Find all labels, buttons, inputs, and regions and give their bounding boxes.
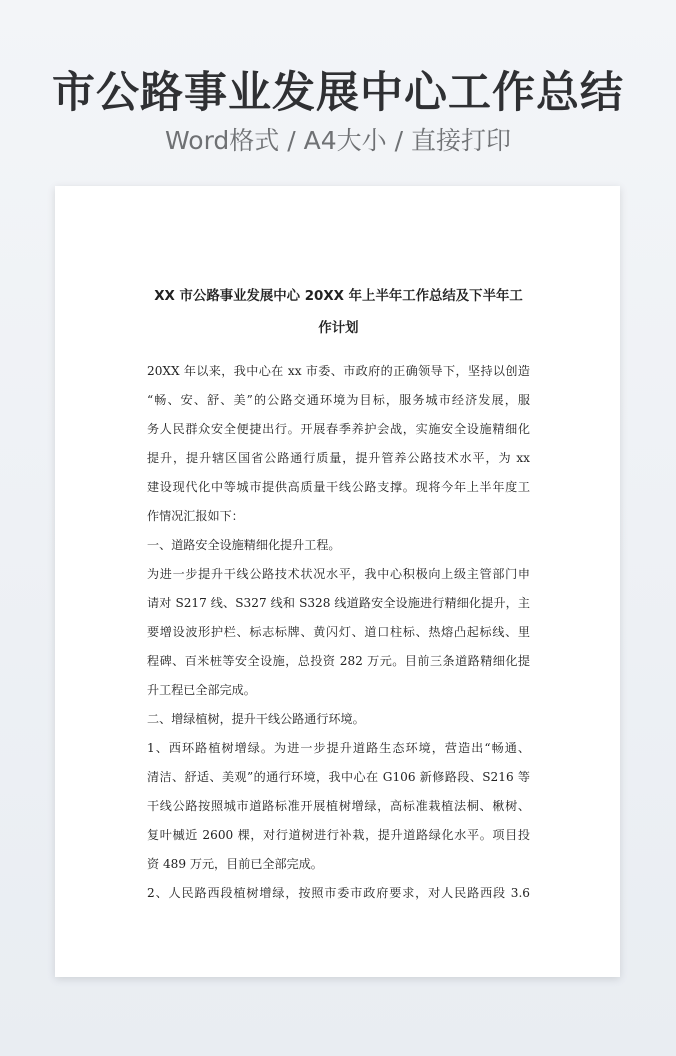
paragraph-line: 提升，提升辖区国省公路通行质量，提升管养公路技术水平，为 xx [147,451,530,465]
paragraph-line: 1、西环路植树增绿。为进一步提升道路生态环境，营造出“畅通、 [147,741,530,755]
section-heading: 一、道路安全设施精细化提升工程。 [147,538,341,552]
paragraph-line: 资 489 万元，目前已全部完成。 [147,857,323,871]
paragraph-line: 请对 S217 线、S327 线和 S328 线道路安全设施进行精细化提升，主 [147,596,530,610]
paragraph-line: 升工程已全部完成。 [147,683,256,697]
document-title-line: 作计划 [318,321,359,336]
paragraph-line: 清洁、舒适、美观”的通行环境，我中心在 G106 新修路段、S216 等 [147,770,530,784]
banner-title: 市公路事业发展中心工作总结 [52,68,624,118]
paragraph-line: 作情况汇报如下： [147,509,244,523]
paragraph-line: 干线公路按照城市道路标准开展植树增绿，高标准栽植法桐、楸树、 [147,799,530,813]
banner [0,62,676,158]
document-page [55,186,620,977]
banner-subtitle: Word格式 / A4大小 / 直接打印 [165,126,511,155]
document-title [147,281,530,345]
paragraph-line: 要增设波形护栏、标志标牌、黄闪灯、道口柱标、热熔凸起标线、里 [147,625,530,639]
paragraph-line: 20XX 年以来，我中心在 xx 市委、市政府的正确领导下，坚持以创造 [147,364,530,378]
document-title-line: XX 市公路事业发展中心 20XX 年上半年工作总结及下半年工 [154,289,523,304]
document-body [147,281,530,908]
paragraph-line: 务人民群众安全便捷出行。开展春季养护会战，实施安全设施精细化 [147,422,530,436]
paragraph-line: 程碑、百米桩等安全设施，总投资 282 万元。目前三条道路精细化提 [147,654,530,668]
paragraph-line: 为进一步提升干线公路技术状况水平，我中心积极向上级主管部门申 [147,567,530,581]
paragraph-line: 建设现代化中等城市提供高质量干线公路支撑。现将今年上半年度工 [147,480,530,494]
section-heading: 二、增绿植树，提升干线公路通行环境。 [147,712,365,726]
paragraph-line: “畅、安、舒、美”的公路交通环境为目标，服务城市经济发展，服 [147,393,530,407]
paragraph-line: 2、人民路西段植树增绿，按照市委市政府要求，对人民路西段 3.6 [147,886,530,900]
paragraph-line: 复叶槭近 2600 棵，对行道树进行补栽，提升道路绿化水平。项目投 [147,828,530,842]
